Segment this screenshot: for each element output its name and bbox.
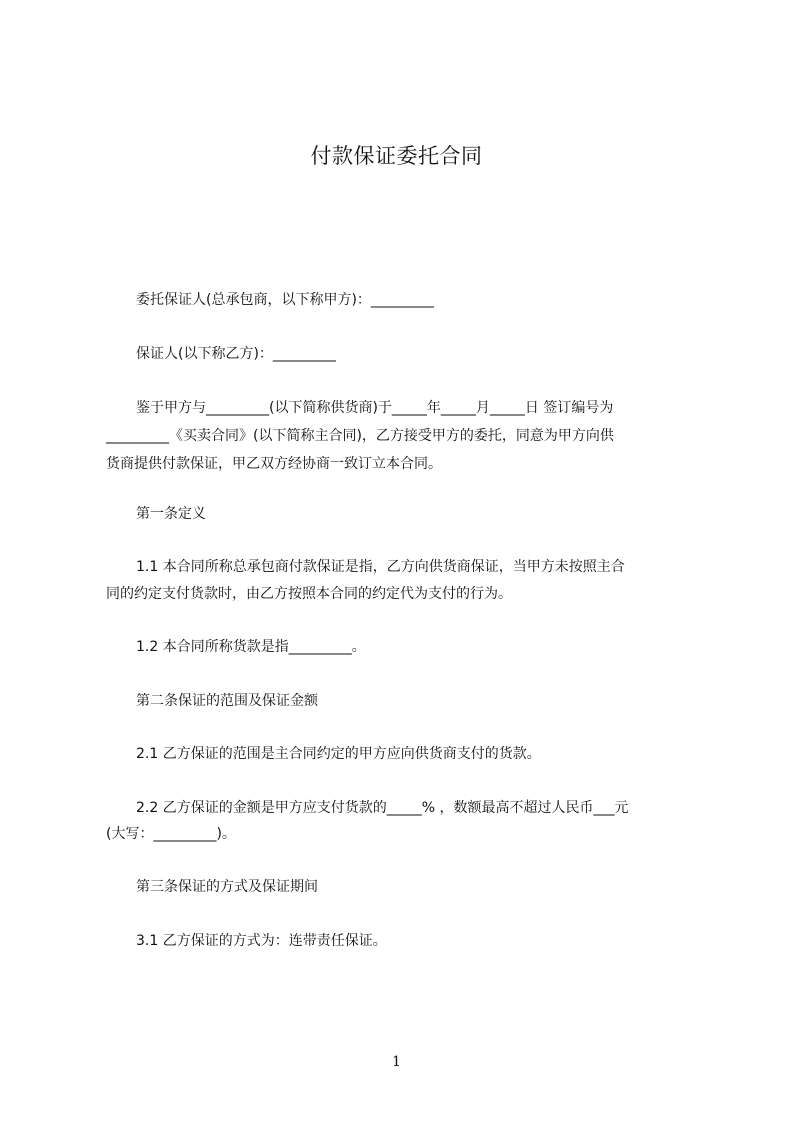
party-a-line: 委托保证人(总承包商，以下称甲方)：_________ [136, 292, 434, 308]
clause-2-2-line-1: 2.2 乙方保证的金额是甲方应支付货款的_____% ，数额最高不超过人民币___元 [136, 800, 629, 816]
clause-1-1-line-2: 同的约定支付货款时，由乙方按照本合同的约定代为支付的行为。 [106, 586, 512, 602]
page-number: 1 [392, 1054, 401, 1070]
party-b-line: 保证人(以下称乙方)：_________ [136, 346, 336, 362]
document-title: 付款保证委托合同 [310, 144, 483, 168]
article-3-heading: 第三条保证的方式及保证期间 [136, 879, 318, 895]
clause-1-2: 1.2 本合同所称货款是指_________。 [136, 639, 366, 655]
clause-2-1: 2.1 乙方保证的范围是主合同约定的甲方应向供货商支付的货款。 [136, 746, 541, 762]
clause-1-1-line-1: 1.1 本合同所称总承包商付款保证是指，乙方向供货商保证，当甲方未按照主合 [136, 559, 625, 575]
clause-2-2-line-2: (大写：_________)。 [106, 826, 236, 842]
preamble-line-3: 货商提供付款保证，甲乙双方经协商一致订立本合同。 [106, 456, 442, 472]
clause-3-1: 3.1 乙方保证的方式为：连带责任保证。 [136, 933, 387, 949]
preamble-line-2: _________《买卖合同》(以下简称主合同)，乙方接受甲方的委托，同意为甲方向供 [106, 428, 614, 444]
article-2-heading: 第二条保证的范围及保证金额 [136, 693, 318, 709]
article-1-heading: 第一条定义 [136, 506, 206, 522]
preamble-line-1: 鉴于甲方与_________(以下简称供货商)于_____年_____月_____日 签订编号为 [136, 400, 614, 416]
